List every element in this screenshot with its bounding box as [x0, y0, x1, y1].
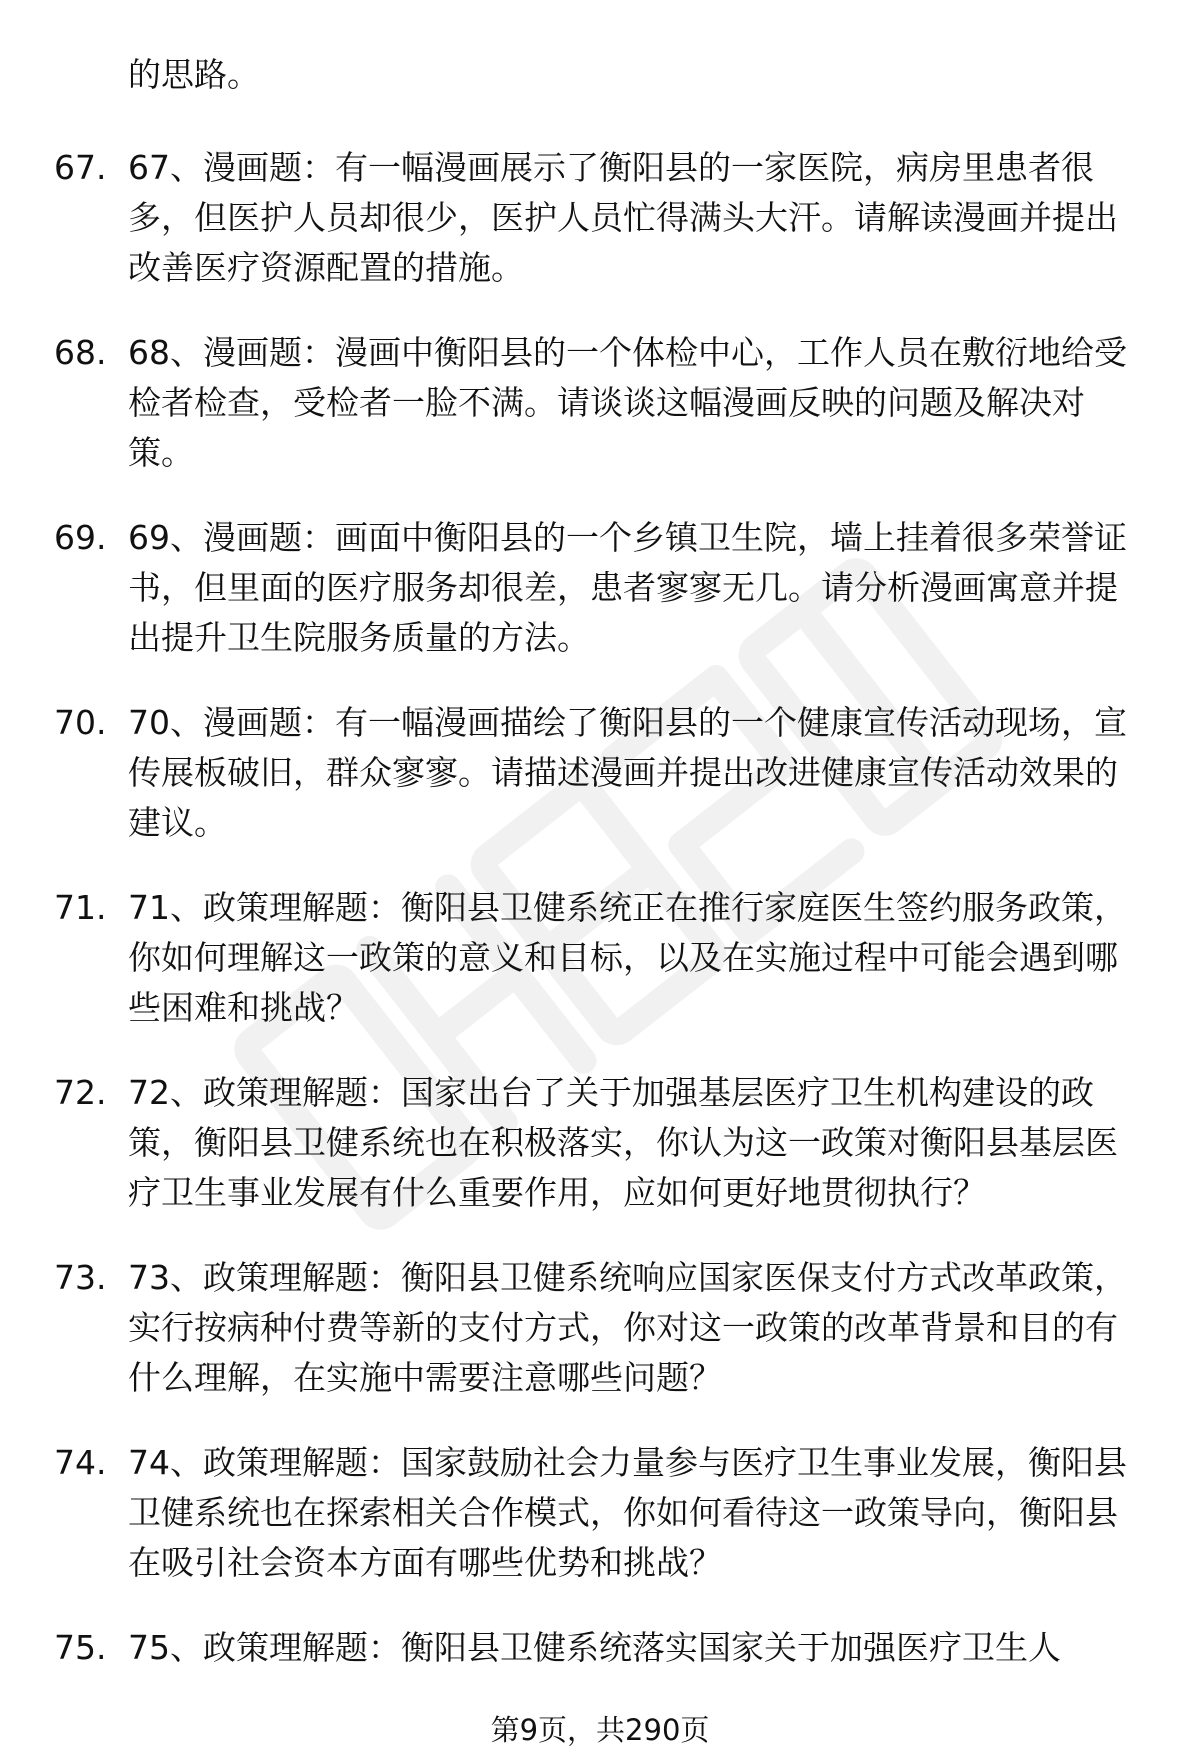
question-text: 72、政策理解题：国家出台了关于加强基层医疗卫生机构建设的政策，衡阳县卫健系统也在积极落实，你认为这一政策对衡阳县基层医疗卫生事业发展有什么重要作用，应如何更好地贯彻执行？ — [128, 1073, 1118, 1212]
question-item — [0, 1438, 1200, 1588]
question-text: 75、政策理解题：衡阳县卫健系统落实国家关于加强医疗卫生人 — [128, 1628, 1061, 1667]
question-item — [0, 883, 1200, 1033]
question-text: 68、漫画题：漫画中衡阳县的一个体检中心，工作人员在敷衍地给受检者检查，受检者一脸不满。请谈谈这幅漫画反映的问题及解决对策。 — [128, 333, 1127, 472]
page-footer: 第9页，共290页 — [490, 1713, 710, 1747]
question-number: 67. — [54, 148, 107, 187]
question-number: 72. — [54, 1073, 107, 1112]
question-item — [0, 1623, 1200, 1673]
question-text: 71、政策理解题：衡阳县卫健系统正在推行家庭医生签约服务政策，你如何理解这一政策的意义和目标，以及在实施过程中可能会遇到哪些困难和挑战？ — [128, 888, 1127, 1027]
question-text: 70、漫画题：有一幅漫画描绘了衡阳县的一个健康宣传活动现场，宣传展板破旧，群众寥寥。请描述漫画并提出改进健康宣传活动效果的建议。 — [128, 703, 1127, 842]
question-number: 75. — [54, 1628, 107, 1667]
question-number: 71. — [54, 888, 107, 927]
question-number: 74. — [54, 1443, 107, 1482]
question-item — [0, 1253, 1200, 1403]
question-list — [0, 143, 1200, 1708]
question-item — [0, 328, 1200, 478]
question-number: 73. — [54, 1258, 107, 1297]
question-item — [0, 698, 1200, 848]
question-number: 68. — [54, 333, 107, 372]
question-text: 69、漫画题：画面中衡阳县的一个乡镇卫生院，墙上挂着很多荣誉证书，但里面的医疗服务却很差，患者寥寥无几。请分析漫画寓意并提出提升卫生院服务质量的方法。 — [128, 518, 1127, 657]
question-text: 67、漫画题：有一幅漫画展示了衡阳县的一家医院，病房里患者很多，但医护人员却很少，医护人员忙得满头大汗。请解读漫画并提出改善医疗资源配置的措施。 — [128, 148, 1118, 287]
question-text: 74、政策理解题：国家鼓励社会力量参与医疗卫生事业发展，衡阳县卫健系统也在探索相关合作模式，你如何看待这一政策导向，衡阳县在吸引社会资本方面有哪些优势和挑战？ — [128, 1443, 1127, 1582]
carryover-text: 的思路。 — [128, 55, 260, 94]
question-item — [0, 143, 1200, 293]
question-number: 70. — [54, 703, 107, 742]
question-item — [0, 1068, 1200, 1218]
question-text: 73、政策理解题：衡阳县卫健系统响应国家医保支付方式改革政策，实行按病种付费等新的支付方式，你对这一政策的改革背景和目的有什么理解，在实施中需要注意哪些问题？ — [128, 1258, 1127, 1397]
question-item — [0, 513, 1200, 663]
question-number: 69. — [54, 518, 107, 557]
